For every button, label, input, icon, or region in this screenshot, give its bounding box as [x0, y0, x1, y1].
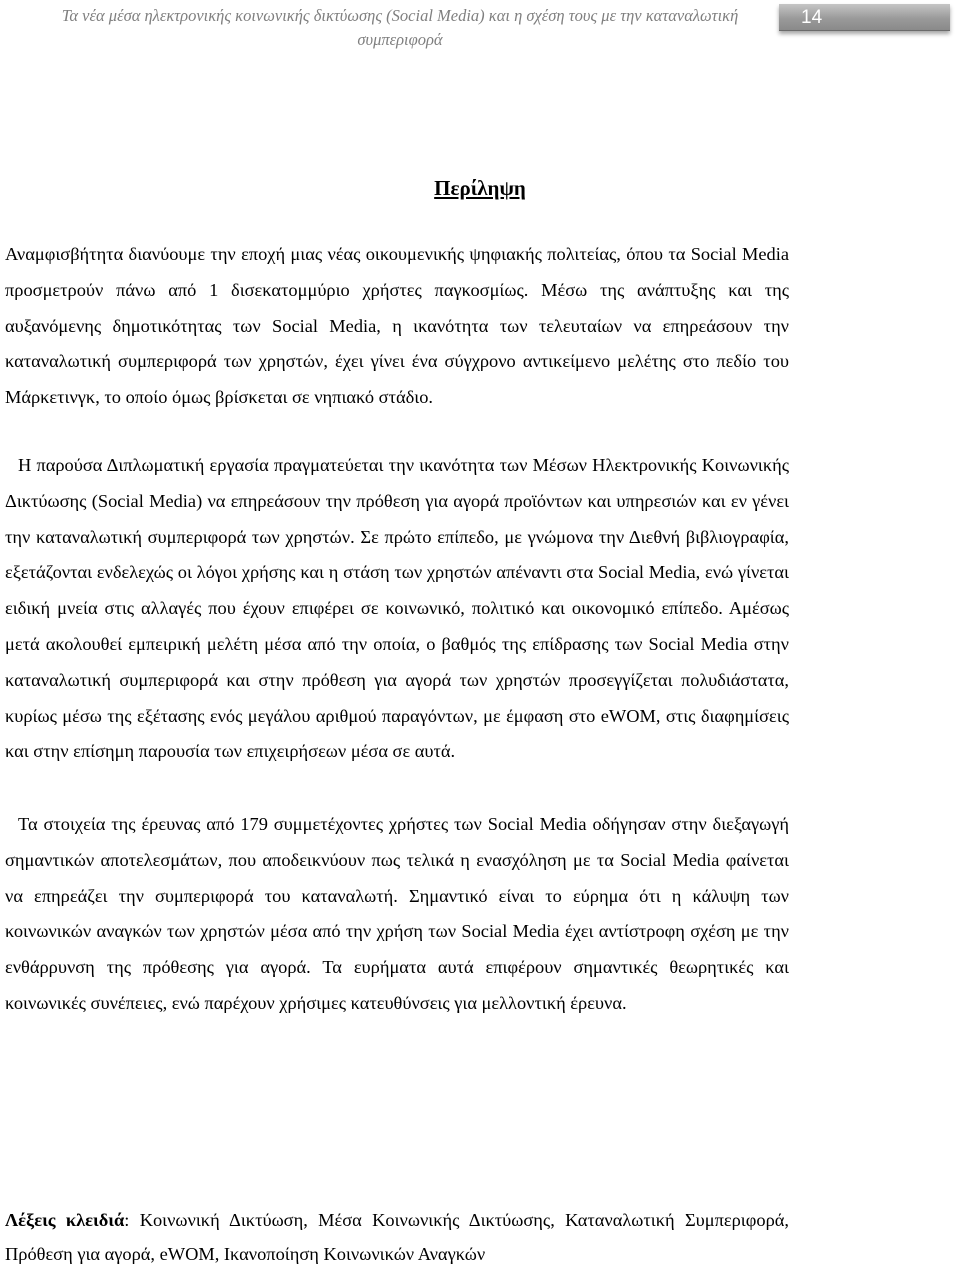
- running-header: Τα νέα μέσα ηλεκτρονικής κοινωνικής δικτύωσης (Social Media) και η σχέση τους με την καταναλωτική συμπεριφορά: [61, 6, 739, 49]
- section-title: Περίληψη: [434, 176, 526, 200]
- keywords-text: : Κοινωνική Δικτύωση, Μέσα Κοινωνικής Δικτύωσης, Καταναλωτική Συμπεριφορά, Πρόθεση για αγορά, eWOM, Ικανοποίηση Κοινωνικών Αναγκών: [5, 1210, 789, 1264]
- page-number: 14: [801, 7, 823, 28]
- page-number-badge: [779, 4, 950, 31]
- abstract-paragraph-1: Αναμφισβήτητα διανύουμε την εποχή μιας νέας οικουμενικής ψηφιακής πολιτείας, όπου τα Social Media προσμετρούν πάνω από 1 δισεκατομμύριο χρήστες παγκοσμίως. Μέσω της ανάπτυξης και της αυξανόμενης δημοτικότητας των Social Media, η ικανότητα των τελευταίων να επηρεάσουν την καταναλωτική συμπεριφορά των χρηστών, έχει γίνει ένα σύγχρονο αντικείμενο μελέτης στο πεδίο του Μάρκετινγκ, το οποίο όμως βρίσκεται σε νηπιακό στάδιο.: [5, 244, 789, 408]
- keywords-label: Λέξεις κλειδιά: [5, 1210, 125, 1230]
- keywords-line: [5, 1203, 789, 1271]
- abstract-paragraph-3: Τα στοιχεία της έρευνας από 179 συμμετέχοντες χρήστες των Social Media οδήγησαν στην διεξαγωγή σημαντικών αποτελεσμάτων, που αποδεικνύουν πως τελικά η ενασχόληση με τα Social Media φαίνεται να επηρεάζει την συμπεριφορά του καταναλωτή. Σημαντικό είναι το εύρημα ότι η κάλυψη των κοινωνικών αναγκών των χρηστών μέσα από την χρήση των Social Media έχει αντίστροφη σχέση με την ενθάρρυνση της πρόθεσης για αγορά. Τα ευρήματα αυτά επιφέρουν σημαντικές θεωρητικές και κοινωνικές συνέπειες, ενώ παρέχουν χρήσιμες κατευθύνσεις για μελλοντική έρευνα.: [5, 814, 789, 1013]
- abstract-paragraph-2: Η παρούσα Διπλωματική εργασία πραγματεύεται την ικανότητα των Μέσων Ηλεκτρονικής Κοινωνικής Δικτύωσης (Social Media) να επηρεάσουν την πρόθεση για αγορά προϊόντων και υπηρεσιών και εν γένει την καταναλωτική συμπεριφορά των χρηστών. Σε πρώτο επίπεδο, με γνώμονα την Διεθνή βιβλιογραφία, εξετάζονται ενδελεχώς οι λόγοι χρήσης και η στάση των χρηστών απέναντι στα Social Media, ενώ γίνεται ειδική μνεία στις αλλαγές που έχουν επιφέρει σε κοινωνικό, πολιτικό και οικονομικό επίπεδο. Αμέσως μετά ακολουθεί εμπειρική μελέτη μέσα από την οποία, ο βαθμός της επίδρασης των Social Media στην καταναλωτική συμπεριφορά και στην πρόθεση για αγορά των χρηστών προσεγγίζεται πολυδιάστατα, κυρίως μέσω της εξέτασης ενός μεγάλου αριθμού παραγόντων, με έμφαση στο eWOM, στις διαφημίσεις και στην επίσημη παρουσία των επιχειρήσεων μέσα σε αυτά.: [5, 455, 789, 762]
